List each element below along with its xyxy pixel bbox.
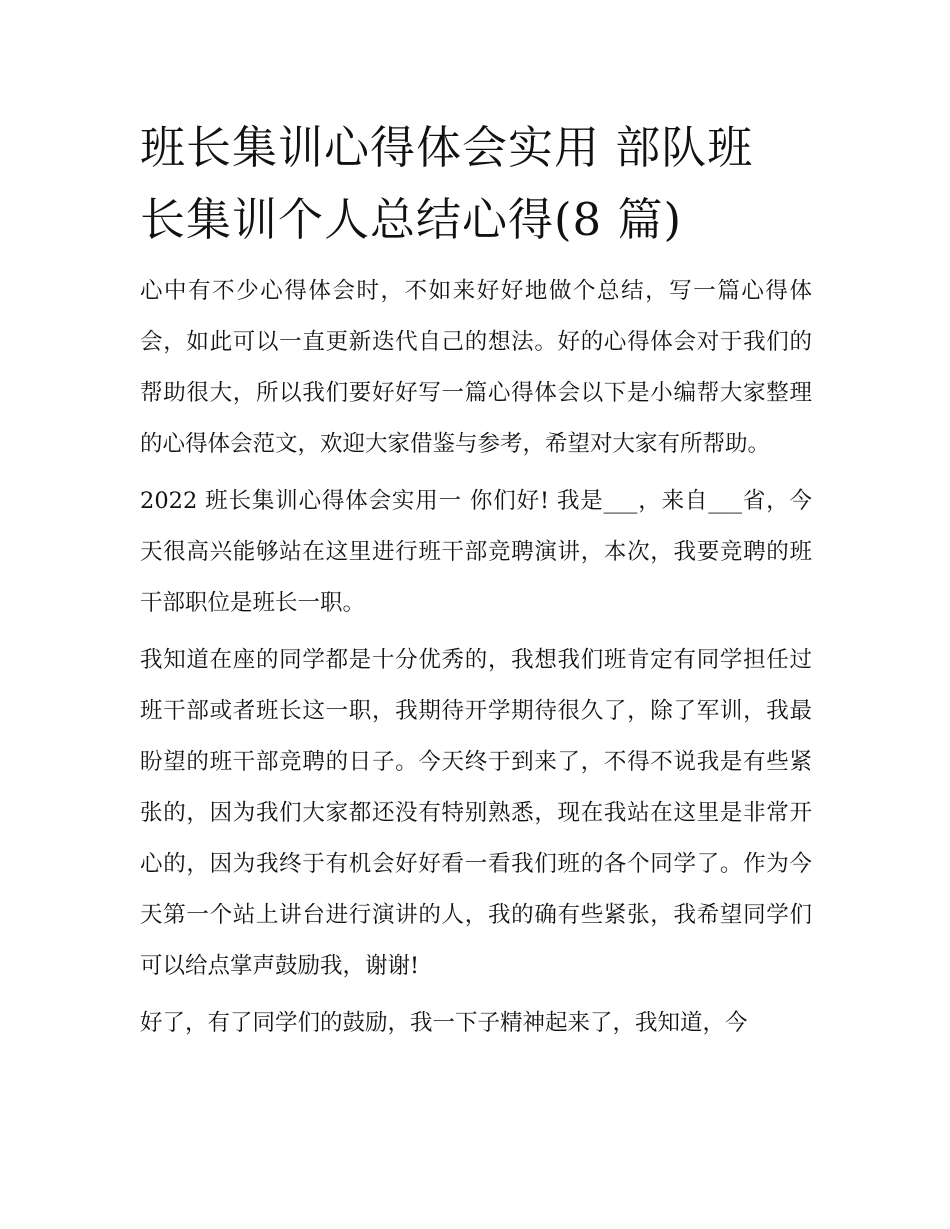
document-content	[140, 112, 812, 1055]
title-line-2: 长集训个人总结心得(8 篇)	[140, 193, 683, 246]
paragraph-speech-body: 我知道在座的同学都是十分优秀的，我想我们班肯定有同学担任过班干部或者班长这一职，我期待开学期待很久了，除了军训，我最盼望的班干部竞聘的日子。今天终于到来了，不得不说我是有些紧张的，因为我们大家都还没有特别熟悉，现在我站在这里是非常开心的，因为我终于有机会好好看一看我们班的各个同学了。作为今天第一个站上讲台进行演讲的人，我的确有些紧张，我希望同学们可以给点掌声鼓励我，谢谢!	[140, 647, 812, 979]
paragraph-speech-continued: 好了，有了同学们的鼓励，我一下子精神起来了，我知道，今	[140, 1010, 748, 1036]
title-line-1: 班长集训心得体会实用 部队班	[140, 121, 754, 174]
document-title	[140, 112, 812, 256]
paragraph-speech-opening: 2022 班长集训心得体会实用一 你们好! 我是___，来自___省，今天很高兴能够站在这里进行班干部竞聘演讲，本次，我要竞聘的班干部职位是班长一职。	[140, 488, 812, 616]
paragraph-intro: 心中有不少心得体会时，不如来好好地做个总结，写一篇心得体会，如此可以一直更新迭代自己的想法。好的心得体会对于我们的帮助很大，所以我们要好好写一篇心得体会以下是小编帮大家整理的心得体会范文，欢迎大家借鉴与参考，希望对大家有所帮助。	[140, 278, 812, 457]
